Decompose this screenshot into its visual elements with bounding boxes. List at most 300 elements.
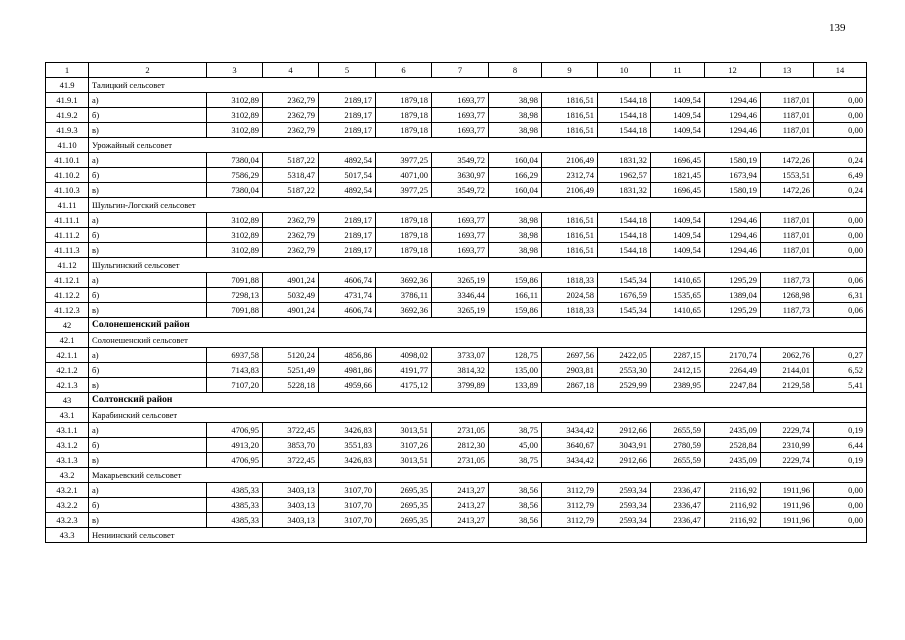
value-cell: 38,98 [489, 93, 542, 108]
value-cell: 1294,46 [705, 108, 761, 123]
row-code: 41.9.1 [46, 93, 89, 108]
value-cell: 1545,34 [598, 303, 651, 318]
value-cell: 2593,34 [598, 498, 651, 513]
value-cell: 0,00 [814, 123, 867, 138]
row-code: 43.3 [46, 528, 89, 543]
row-option: б) [89, 498, 207, 513]
section-row [46, 198, 867, 213]
value-cell: 1911,96 [761, 498, 814, 513]
value-cell: 3013,51 [376, 453, 432, 468]
value-cell: 1544,18 [598, 93, 651, 108]
value-cell: 159,86 [489, 273, 542, 288]
row-code: 41.12.1 [46, 273, 89, 288]
value-cell: 2189,17 [319, 228, 376, 243]
value-cell: 2435,09 [705, 453, 761, 468]
value-cell: 4901,24 [263, 273, 319, 288]
value-cell: 4606,74 [319, 303, 376, 318]
table-row [46, 453, 867, 468]
column-number: 7 [432, 63, 489, 78]
value-cell: 38,98 [489, 108, 542, 123]
value-cell: 4901,24 [263, 303, 319, 318]
value-cell: 38,98 [489, 228, 542, 243]
value-cell: 3426,83 [319, 423, 376, 438]
value-cell: 1879,18 [376, 228, 432, 243]
value-cell: 0,00 [814, 513, 867, 528]
value-cell: 0,19 [814, 423, 867, 438]
row-option: в) [89, 303, 207, 318]
value-cell: 0,00 [814, 213, 867, 228]
section-row [46, 138, 867, 153]
column-number: 3 [207, 63, 263, 78]
table-row [46, 183, 867, 198]
value-cell: 2422,05 [598, 348, 651, 363]
value-cell: 4175,12 [376, 378, 432, 393]
value-cell: 4606,74 [319, 273, 376, 288]
value-cell: 1294,46 [705, 243, 761, 258]
value-cell: 2362,79 [263, 213, 319, 228]
column-number: 14 [814, 63, 867, 78]
district-title: Солонешенский район [89, 318, 867, 333]
value-cell: 3107,70 [319, 498, 376, 513]
row-code: 43.1 [46, 408, 89, 423]
section-row [46, 78, 867, 93]
value-cell: 2655,59 [651, 423, 705, 438]
value-cell: 6,49 [814, 168, 867, 183]
value-cell: 1816,51 [542, 213, 598, 228]
value-cell: 1696,45 [651, 153, 705, 168]
value-cell: 1410,65 [651, 303, 705, 318]
row-option: в) [89, 513, 207, 528]
value-cell: 1676,59 [598, 288, 651, 303]
row-option: а) [89, 93, 207, 108]
value-cell: 3403,13 [263, 498, 319, 513]
section-title: Шульгин-Логский сельсовет [89, 198, 867, 213]
value-cell: 128,75 [489, 348, 542, 363]
value-cell: 3733,07 [432, 348, 489, 363]
value-cell: 2229,74 [761, 453, 814, 468]
value-cell: 38,56 [489, 483, 542, 498]
row-option: б) [89, 228, 207, 243]
row-code: 43.2.3 [46, 513, 89, 528]
value-cell: 5032,49 [263, 288, 319, 303]
value-cell: 2413,27 [432, 483, 489, 498]
value-cell: 1831,32 [598, 153, 651, 168]
value-cell: 1535,65 [651, 288, 705, 303]
table-row [46, 228, 867, 243]
value-cell: 1580,19 [705, 183, 761, 198]
value-cell: 3107,26 [376, 438, 432, 453]
value-cell: 1580,19 [705, 153, 761, 168]
value-cell: 2024,58 [542, 288, 598, 303]
value-cell: 3630,97 [432, 168, 489, 183]
value-cell: 3549,72 [432, 183, 489, 198]
value-cell: 1962,57 [598, 168, 651, 183]
value-cell: 2362,79 [263, 108, 319, 123]
value-cell: 0,00 [814, 93, 867, 108]
value-cell: 0,00 [814, 228, 867, 243]
value-cell: 159,86 [489, 303, 542, 318]
table-row [46, 168, 867, 183]
value-cell: 1295,29 [705, 303, 761, 318]
value-cell: 6,52 [814, 363, 867, 378]
row-code: 43.2.2 [46, 498, 89, 513]
section-row [46, 528, 867, 543]
district-row [46, 318, 867, 333]
value-cell: 4892,54 [319, 183, 376, 198]
value-cell: 2229,74 [761, 423, 814, 438]
value-cell: 1410,65 [651, 273, 705, 288]
value-cell: 2287,15 [651, 348, 705, 363]
value-cell: 4731,74 [319, 288, 376, 303]
value-cell: 38,98 [489, 243, 542, 258]
column-number: 10 [598, 63, 651, 78]
column-number: 8 [489, 63, 542, 78]
value-cell: 2362,79 [263, 228, 319, 243]
value-cell: 0,06 [814, 273, 867, 288]
district-row [46, 393, 867, 408]
value-cell: 5017,54 [319, 168, 376, 183]
value-cell: 1544,18 [598, 108, 651, 123]
row-option: б) [89, 108, 207, 123]
value-cell: 1879,18 [376, 123, 432, 138]
row-code: 41.9.2 [46, 108, 89, 123]
value-cell: 1545,34 [598, 273, 651, 288]
value-cell: 1409,54 [651, 213, 705, 228]
value-cell: 2189,17 [319, 243, 376, 258]
row-code: 41.9.3 [46, 123, 89, 138]
section-title: Солонешенский сельсовет [89, 333, 867, 348]
value-cell: 0,00 [814, 243, 867, 258]
value-cell: 38,98 [489, 123, 542, 138]
value-cell: 1821,45 [651, 168, 705, 183]
value-cell: 2697,56 [542, 348, 598, 363]
row-option: а) [89, 273, 207, 288]
value-cell: 2106,49 [542, 153, 598, 168]
value-cell: 2336,47 [651, 498, 705, 513]
value-cell: 1693,77 [432, 213, 489, 228]
value-cell: 7107,20 [207, 378, 263, 393]
district-title: Солтонский район [89, 393, 867, 408]
row-code: 41.12.2 [46, 288, 89, 303]
table-row [46, 513, 867, 528]
value-cell: 1879,18 [376, 213, 432, 228]
value-cell: 1409,54 [651, 108, 705, 123]
value-cell: 160,04 [489, 153, 542, 168]
value-cell: 3043,91 [598, 438, 651, 453]
value-cell: 2144,01 [761, 363, 814, 378]
value-cell: 7091,88 [207, 303, 263, 318]
value-cell: 2310,99 [761, 438, 814, 453]
row-option: б) [89, 363, 207, 378]
value-cell: 2116,92 [705, 498, 761, 513]
section-title: Макарьевский сельсовет [89, 468, 867, 483]
value-cell: 7143,83 [207, 363, 263, 378]
value-cell: 1409,54 [651, 228, 705, 243]
row-code: 43.1.2 [46, 438, 89, 453]
value-cell: 1816,51 [542, 93, 598, 108]
value-cell: 4892,54 [319, 153, 376, 168]
value-cell: 1816,51 [542, 123, 598, 138]
value-cell: 2264,49 [705, 363, 761, 378]
value-cell: 6,44 [814, 438, 867, 453]
value-cell: 6937,58 [207, 348, 263, 363]
table-row [46, 363, 867, 378]
value-cell: 3434,42 [542, 453, 598, 468]
value-cell: 1693,77 [432, 108, 489, 123]
row-option: в) [89, 453, 207, 468]
row-code: 41.11.1 [46, 213, 89, 228]
page-number: 139 [829, 22, 846, 34]
value-cell: 3722,45 [263, 453, 319, 468]
value-cell: 0,24 [814, 153, 867, 168]
value-cell: 2528,84 [705, 438, 761, 453]
value-cell: 1294,46 [705, 123, 761, 138]
value-cell: 2170,74 [705, 348, 761, 363]
value-cell: 1544,18 [598, 213, 651, 228]
value-cell: 1409,54 [651, 93, 705, 108]
value-cell: 3112,79 [542, 513, 598, 528]
value-cell: 5120,24 [263, 348, 319, 363]
value-cell: 1187,01 [761, 213, 814, 228]
section-title: Шульгинский сельсовет [89, 258, 867, 273]
value-cell: 0,19 [814, 453, 867, 468]
row-code: 41.10.2 [46, 168, 89, 183]
value-cell: 3786,11 [376, 288, 432, 303]
value-cell: 2903,81 [542, 363, 598, 378]
value-cell: 3426,83 [319, 453, 376, 468]
value-cell: 3853,70 [263, 438, 319, 453]
row-code: 41.10.1 [46, 153, 89, 168]
row-code: 43.1.3 [46, 453, 89, 468]
value-cell: 1187,01 [761, 243, 814, 258]
value-cell: 2593,34 [598, 513, 651, 528]
value-cell: 3102,89 [207, 108, 263, 123]
value-cell: 3265,19 [432, 273, 489, 288]
value-cell: 2362,79 [263, 123, 319, 138]
value-cell: 133,89 [489, 378, 542, 393]
value-cell: 2529,99 [598, 378, 651, 393]
value-cell: 2867,18 [542, 378, 598, 393]
value-cell: 4856,86 [319, 348, 376, 363]
row-code: 42 [46, 318, 89, 333]
section-row [46, 258, 867, 273]
value-cell: 160,04 [489, 183, 542, 198]
value-cell: 2780,59 [651, 438, 705, 453]
value-cell: 4981,86 [319, 363, 376, 378]
value-cell: 1472,26 [761, 183, 814, 198]
value-cell: 3102,89 [207, 228, 263, 243]
value-cell: 1409,54 [651, 243, 705, 258]
value-cell: 2189,17 [319, 108, 376, 123]
value-cell: 4959,66 [319, 378, 376, 393]
value-cell: 0,00 [814, 498, 867, 513]
value-cell: 1693,77 [432, 93, 489, 108]
value-cell: 5228,18 [263, 378, 319, 393]
value-cell: 38,56 [489, 513, 542, 528]
value-cell: 3434,42 [542, 423, 598, 438]
value-cell: 3977,25 [376, 183, 432, 198]
section-row [46, 333, 867, 348]
table-row [46, 438, 867, 453]
value-cell: 2062,76 [761, 348, 814, 363]
row-code: 42.1.1 [46, 348, 89, 363]
row-code: 43.1.1 [46, 423, 89, 438]
table-row [46, 153, 867, 168]
tariff-table [45, 62, 867, 543]
value-cell: 4385,33 [207, 483, 263, 498]
row-option: а) [89, 483, 207, 498]
value-cell: 3265,19 [432, 303, 489, 318]
value-cell: 7380,04 [207, 153, 263, 168]
value-cell: 7298,13 [207, 288, 263, 303]
row-code: 42.1 [46, 333, 89, 348]
table-row [46, 483, 867, 498]
row-code: 43 [46, 393, 89, 408]
value-cell: 3551,83 [319, 438, 376, 453]
value-cell: 1187,73 [761, 303, 814, 318]
column-number: 1 [46, 63, 89, 78]
value-cell: 3102,89 [207, 243, 263, 258]
value-cell: 1879,18 [376, 108, 432, 123]
column-number: 13 [761, 63, 814, 78]
value-cell: 3640,67 [542, 438, 598, 453]
value-cell: 5187,22 [263, 183, 319, 198]
value-cell: 38,98 [489, 213, 542, 228]
value-cell: 2413,27 [432, 498, 489, 513]
row-code: 43.2.1 [46, 483, 89, 498]
value-cell: 1816,51 [542, 243, 598, 258]
value-cell: 2116,92 [705, 513, 761, 528]
value-cell: 2912,66 [598, 423, 651, 438]
value-cell: 1693,77 [432, 123, 489, 138]
row-option: в) [89, 378, 207, 393]
value-cell: 1693,77 [432, 228, 489, 243]
value-cell: 2695,35 [376, 483, 432, 498]
row-option: а) [89, 348, 207, 363]
value-cell: 3692,36 [376, 273, 432, 288]
column-number: 4 [263, 63, 319, 78]
column-number: 2 [89, 63, 207, 78]
value-cell: 2129,58 [761, 378, 814, 393]
row-option: б) [89, 288, 207, 303]
value-cell: 1693,77 [432, 243, 489, 258]
value-cell: 3112,79 [542, 498, 598, 513]
row-option: в) [89, 123, 207, 138]
value-cell: 2247,84 [705, 378, 761, 393]
value-cell: 1295,29 [705, 273, 761, 288]
value-cell: 2362,79 [263, 93, 319, 108]
section-title: Нениинский сельсовет [89, 528, 867, 543]
value-cell: 3013,51 [376, 423, 432, 438]
value-cell: 1187,01 [761, 108, 814, 123]
value-cell: 3102,89 [207, 213, 263, 228]
value-cell: 2336,47 [651, 483, 705, 498]
column-number: 6 [376, 63, 432, 78]
value-cell: 1544,18 [598, 243, 651, 258]
value-cell: 4385,33 [207, 513, 263, 528]
row-code: 41.11.2 [46, 228, 89, 243]
value-cell: 0,27 [814, 348, 867, 363]
value-cell: 5,41 [814, 378, 867, 393]
value-cell: 1911,96 [761, 483, 814, 498]
value-cell: 2812,30 [432, 438, 489, 453]
value-cell: 2312,74 [542, 168, 598, 183]
value-cell: 2731,05 [432, 453, 489, 468]
table-row [46, 213, 867, 228]
row-code: 43.2 [46, 468, 89, 483]
value-cell: 135,00 [489, 363, 542, 378]
value-cell: 1472,26 [761, 153, 814, 168]
value-cell: 0,24 [814, 183, 867, 198]
table-row [46, 378, 867, 393]
table-row [46, 123, 867, 138]
value-cell: 1696,45 [651, 183, 705, 198]
value-cell: 3102,89 [207, 123, 263, 138]
value-cell: 1389,04 [705, 288, 761, 303]
value-cell: 2189,17 [319, 213, 376, 228]
row-code: 41.11 [46, 198, 89, 213]
value-cell: 1818,33 [542, 303, 598, 318]
value-cell: 3107,70 [319, 483, 376, 498]
row-option: а) [89, 213, 207, 228]
table-row [46, 273, 867, 288]
row-code: 41.11.3 [46, 243, 89, 258]
value-cell: 1816,51 [542, 228, 598, 243]
value-cell: 1187,01 [761, 228, 814, 243]
column-number: 12 [705, 63, 761, 78]
value-cell: 2695,35 [376, 513, 432, 528]
value-cell: 5187,22 [263, 153, 319, 168]
value-cell: 1879,18 [376, 93, 432, 108]
value-cell: 3107,70 [319, 513, 376, 528]
value-cell: 2362,79 [263, 243, 319, 258]
value-cell: 2189,17 [319, 123, 376, 138]
value-cell: 1818,33 [542, 273, 598, 288]
value-cell: 1294,46 [705, 228, 761, 243]
row-option: б) [89, 438, 207, 453]
value-cell: 7091,88 [207, 273, 263, 288]
section-title: Карабинский сельсовет [89, 408, 867, 423]
value-cell: 2412,15 [651, 363, 705, 378]
value-cell: 2731,05 [432, 423, 489, 438]
row-option: а) [89, 423, 207, 438]
value-cell: 1294,46 [705, 93, 761, 108]
value-cell: 1553,51 [761, 168, 814, 183]
value-cell: 1187,01 [761, 93, 814, 108]
value-cell: 6,31 [814, 288, 867, 303]
column-number: 11 [651, 63, 705, 78]
table-row [46, 348, 867, 363]
row-option: в) [89, 243, 207, 258]
value-cell: 5318,47 [263, 168, 319, 183]
value-cell: 2553,30 [598, 363, 651, 378]
value-cell: 1294,46 [705, 213, 761, 228]
table-row [46, 303, 867, 318]
value-cell: 2695,35 [376, 498, 432, 513]
value-cell: 2435,09 [705, 423, 761, 438]
section-title: Талицкий сельсовет [89, 78, 867, 93]
table-row [46, 498, 867, 513]
value-cell: 7586,29 [207, 168, 263, 183]
value-cell: 1187,73 [761, 273, 814, 288]
column-number: 5 [319, 63, 376, 78]
row-code: 41.10.3 [46, 183, 89, 198]
value-cell: 2116,92 [705, 483, 761, 498]
value-cell: 2413,27 [432, 513, 489, 528]
section-row [46, 468, 867, 483]
value-cell: 1544,18 [598, 228, 651, 243]
value-cell: 2593,34 [598, 483, 651, 498]
